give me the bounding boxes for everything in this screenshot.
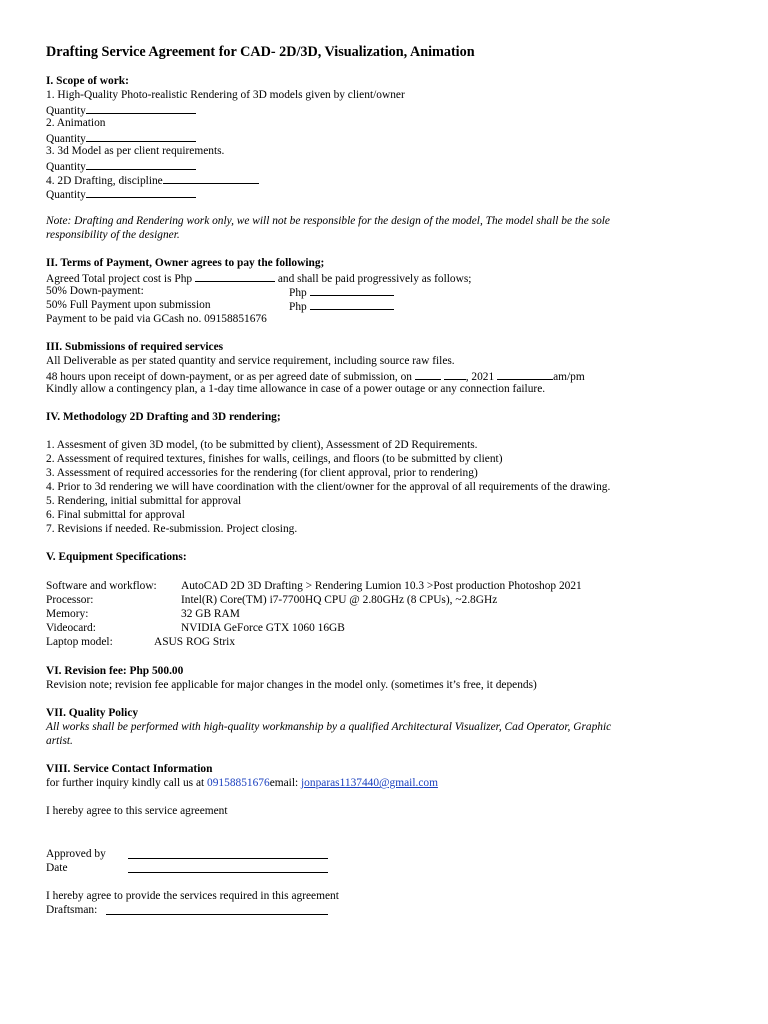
- payment-full-amount: Php: [289, 299, 394, 314]
- quantity-blank[interactable]: [86, 187, 196, 198]
- agree-client-line: I hereby agree to this service agreement: [46, 805, 228, 817]
- equipment-label-laptop: Laptop model:: [46, 636, 113, 648]
- total-cost-blank[interactable]: [195, 271, 275, 282]
- payment-gcash: Payment to be paid via GCash no. 09158851676: [46, 313, 267, 325]
- methodology-step-1: 1. Assesment of given 3D model, (to be submitted by client), Assessment of 2D Requirements.: [46, 439, 478, 451]
- payment-down-amount: Php: [289, 285, 394, 300]
- date-label: Date: [46, 862, 68, 874]
- document-title: Drafting Service Agreement for CAD- 2D/3D, Visualization, Animation: [46, 44, 475, 60]
- submission-month-blank[interactable]: [415, 369, 441, 380]
- equipment-value-memory: 32 GB RAM: [181, 608, 240, 620]
- submission-heading: III. Submissions of required services: [46, 341, 224, 353]
- equipment-heading: V. Equipment Specifications:: [46, 551, 187, 563]
- methodology-step-7: 7. Revisions if needed. Re-submission. Project closing.: [46, 523, 298, 535]
- equipment-value-laptop: ASUS ROG Strix: [154, 636, 236, 648]
- discipline-blank[interactable]: [163, 173, 259, 184]
- quantity-blank[interactable]: [86, 159, 196, 170]
- quantity-blank[interactable]: [86, 131, 196, 142]
- scope-quantity-3: Quantity: [46, 159, 196, 174]
- agree-draftsman-line: I hereby agree to provide the services required in this agreement: [46, 890, 339, 902]
- equipment-label-videocard: Videocard:: [46, 622, 96, 634]
- scope-quantity-2: Quantity: [46, 131, 196, 146]
- approved-by-label: Approved by: [46, 848, 106, 860]
- down-payment-blank[interactable]: [310, 285, 394, 296]
- methodology-step-4: 4. Prior to 3d rendering we will have coordination with the client/owner for the approval of all requirements of the drawing.: [46, 481, 611, 493]
- quality-heading: VII. Quality Policy: [46, 707, 139, 719]
- equipment-value-videocard: NVIDIA GeForce GTX 1060 16GB: [181, 622, 345, 634]
- methodology-step-5: 5. Rendering, initial submittal for approval: [46, 495, 242, 507]
- scope-quantity-4: Quantity: [46, 187, 196, 202]
- payment-heading: II. Terms of Payment, Owner agrees to pay the following;: [46, 257, 325, 269]
- quantity-blank[interactable]: [86, 103, 196, 114]
- quality-line-2: artist.: [46, 735, 73, 747]
- contact-phone-link[interactable]: 09158851676: [207, 777, 270, 789]
- payment-full-label: 50% Full Payment upon submission: [46, 299, 211, 311]
- date-line[interactable]: [128, 862, 328, 877]
- payment-total-line: Agreed Total project cost is Php and shall be paid progressively as follows;: [46, 273, 472, 285]
- scope-quantity-1: Quantity: [46, 103, 196, 118]
- methodology-heading: IV. Methodology 2D Drafting and 3D rendering;: [46, 411, 281, 423]
- equipment-label-software: Software and workflow:: [46, 580, 157, 592]
- draftsman-label: Draftsman:: [46, 904, 98, 916]
- full-payment-blank[interactable]: [310, 299, 394, 310]
- contact-line: for further inquiry kindly call us at 09158851676email: jonparas1137440@gmail.com: [46, 777, 438, 789]
- submission-day-blank[interactable]: [444, 369, 466, 380]
- draftsman-line[interactable]: [106, 904, 328, 919]
- methodology-step-6: 6. Final submittal for approval: [46, 509, 185, 521]
- submission-line-2: 48 hours upon receipt of down-payment, or as per agreed date of submission, on , 2021 am/pm: [46, 371, 585, 383]
- submission-time-blank[interactable]: [497, 369, 553, 380]
- submission-line-1: All Deliverable as per stated quantity and service requirement, including source raw files.: [46, 355, 455, 367]
- scope-item-2: 2. Animation: [46, 117, 106, 129]
- methodology-step-3: 3. Assessment of required accessories for the rendering (for client approval, prior to rendering): [46, 467, 478, 479]
- quality-line-1: All works shall be performed with high-quality workmanship by a qualified Architectural Visualizer, Cad Operator, Graphic: [46, 721, 612, 733]
- equipment-value-software: AutoCAD 2D 3D Drafting > Rendering Lumion 10.3 >Post production Photoshop 2021: [181, 580, 582, 592]
- scope-note-line-2: responsibility of the designer.: [46, 229, 180, 241]
- revision-note: Revision note; revision fee applicable for major changes in the model only. (sometimes it’s free, it depends): [46, 679, 537, 691]
- contact-email-link[interactable]: jonparas1137440@gmail.com: [301, 777, 438, 789]
- scope-note-line-1: Note: Drafting and Rendering work only, we will not be responsible for the design of the model, The model shall be the sole: [46, 215, 610, 227]
- submission-line-3: Kindly allow a contingency plan, a 1-day time allowance in case of a power outage or any connection failure.: [46, 383, 546, 395]
- scope-item-1: 1. High-Quality Photo-realistic Rendering of 3D models given by client/owner: [46, 89, 405, 101]
- revision-heading: VI. Revision fee: Php 500.00: [46, 665, 184, 677]
- scope-item-4: 4. 2D Drafting, discipline: [46, 173, 259, 188]
- equipment-value-processor: Intel(R) Core(TM) i7-7700HQ CPU @ 2.80GHz (8 CPUs), ~2.8GHz: [181, 594, 498, 606]
- contact-heading: VIII. Service Contact Information: [46, 763, 213, 775]
- scope-heading: I. Scope of work:: [46, 75, 129, 87]
- equipment-label-processor: Processor:: [46, 594, 94, 606]
- approved-by-line[interactable]: [128, 848, 328, 863]
- methodology-step-2: 2. Assessment of required textures, finishes for walls, ceilings, and floors (to be submitted by client): [46, 453, 503, 465]
- payment-down-label: 50% Down-payment:: [46, 285, 144, 297]
- scope-item-3: 3. 3d Model as per client requirements.: [46, 145, 225, 157]
- equipment-label-memory: Memory:: [46, 608, 89, 620]
